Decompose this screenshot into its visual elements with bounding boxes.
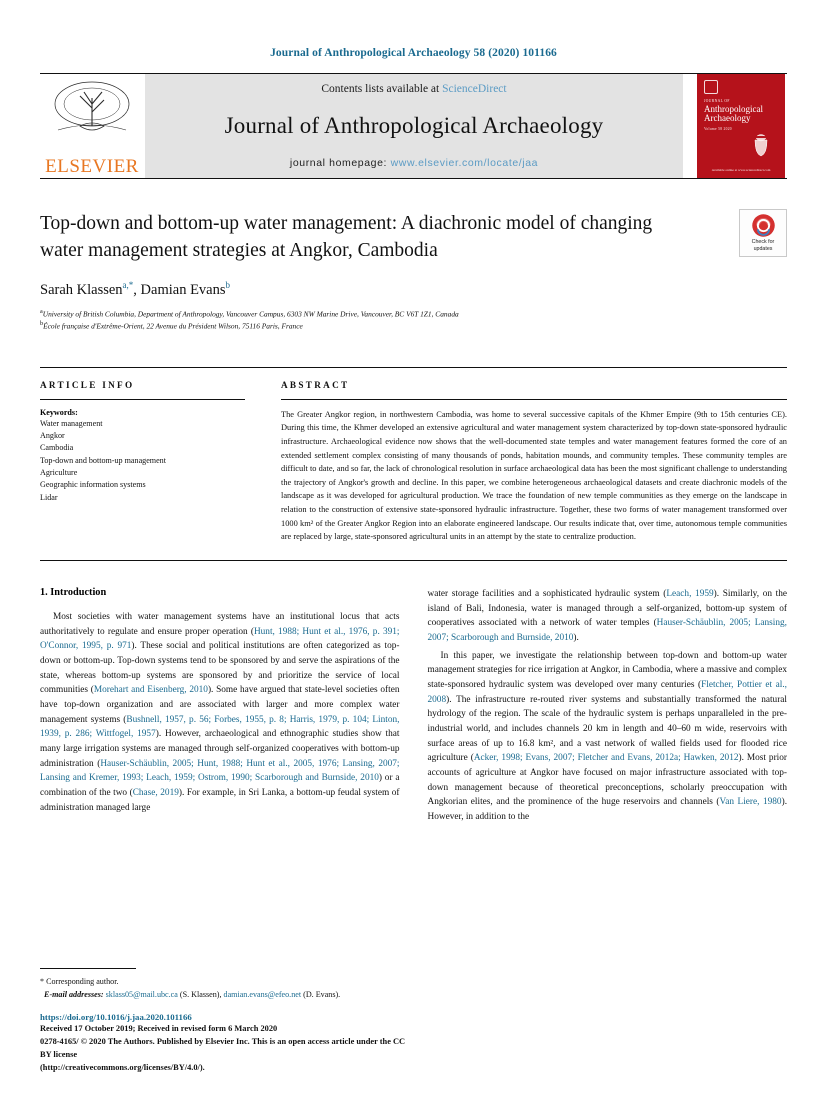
corresponding-author-text: Corresponding author. <box>46 977 119 987</box>
keyword-item: Agriculture <box>40 467 78 477</box>
corresponding-author-note <box>40 976 410 989</box>
email-owner-klassen: (S. Klassen), <box>179 990 222 999</box>
journal-title: Journal of Anthropological Archaeology <box>224 113 604 138</box>
article-info-rule <box>40 399 245 400</box>
body-columns <box>40 587 787 828</box>
affiliations <box>40 308 787 333</box>
cover-title-line-2: Archaeology <box>704 113 751 124</box>
cover-footer: Available online at www.sciencedirect.com <box>711 167 771 172</box>
author-list <box>40 280 787 299</box>
affiliation-a-text: University of British Columbia, Department of Anthropology, Vancouver Campus, 6303 NW Marine Drive, Vancouver, BC V6T 1Z1, Canada <box>42 309 459 319</box>
footnote-rule <box>40 968 136 969</box>
authors-text: Sarah Klassen$^{a,*}$, Damian Evans$^b$ <box>40 280 231 298</box>
email-owner-evans: (D. Evans). <box>303 990 341 999</box>
email-label: E-mail addresses: <box>44 990 104 999</box>
crossmark-badge[interactable] <box>739 209 787 257</box>
affiliation-a <box>40 308 787 320</box>
elsevier-logo <box>40 74 145 178</box>
doi-link[interactable]: https://doi.org/10.1016/j.jaa.2020.101166 <box>40 1011 192 1022</box>
affiliation-b-text: École française d'Extrême-Orient, 22 Avenue du Président Wilson, 75116 Paris, France <box>43 321 303 331</box>
cover-kicker: JOURNAL OF <box>704 99 730 103</box>
journal-band <box>145 74 683 178</box>
email-link-klassen[interactable]: sklass05@mail.ubc.ca <box>105 990 178 999</box>
paragraph: water storage facilities and a sophisticated hydraulic system (Leach, 1959). Similarly, on the island of Bali, Indonesia, water is managed through a self-organized, bottom-up system of cooperatives associated with a network of water temples (Hauser-Schäublin, 2005; Lansing, 2007; Scarborough and Burnside, 2010). <box>427 588 788 643</box>
license-url: (http://creativecommons.org/licenses/BY/4.0/). <box>40 1062 205 1072</box>
keyword-item: Angkor <box>40 431 65 441</box>
keyword-list <box>40 418 245 504</box>
page-title: Top-down and bottom-up water management: A diachronic model of changing water management strategies at Angkor, Cambodia <box>40 213 653 261</box>
abstract-column <box>281 380 787 544</box>
body-column-right <box>428 587 788 828</box>
cover-vessel-icon <box>751 132 771 158</box>
article-info-column <box>40 380 245 544</box>
contents-prefix: Contents lists available at <box>321 83 443 95</box>
article-info-heading: ARTICLE INFO <box>40 379 135 390</box>
keyword-item: Top-down and bottom-up management <box>40 455 166 465</box>
email-note <box>40 989 410 1002</box>
cover-title-line-1: Anthropological <box>704 104 763 114</box>
keywords-label: Keywords: <box>40 407 78 417</box>
cover-elsevier-mark-icon <box>704 80 718 94</box>
elsevier-tree-icon <box>50 78 134 146</box>
email-link-evans[interactable]: damian.evans@efeo.net <box>223 990 302 999</box>
paragraph: In this paper, we investigate the relationship between top-down and bottom-up water management strategies for rice irrigation at Angkor, in Cambodia, where a massive and complex state-sponsored hydraulic system was developed over many centuries (Fletcher, Pottier et al., 2008). The infrastructure re-routed river systems and substantially transformed the natural hydrology of the region. The scale of the hydraulic system is perhaps unparalleled in the pre-industrial world, and includes channels 20 km in length and 40–60 m wide, reservoirs with surface areas of up to 16.8 km², and a vast network of walled fields used for flooded rice agriculture (Acker, 1998; Evans, 2007; Fletcher and Evans, 2012a; Hawken, 2012). Most prior accounts of agriculture at Angkor have focused on major infrastructure associated with top-down management because of theoretical preconceptions, scholarly preoccupation with Angkorian elites, and the prominence of the huge reservoirs and channels (Van Liere, 1980). However, in addition to the <box>427 650 788 823</box>
affiliation-b <box>40 320 787 332</box>
elsevier-wordmark: ELSEVIER <box>45 156 139 177</box>
journal-masthead <box>40 73 787 179</box>
keyword-item: Geographic information systems <box>40 480 146 490</box>
asterisk-marker: * <box>40 977 47 987</box>
crossmark-line-1: Check for <box>751 239 775 245</box>
journal-homepage-line <box>290 157 538 169</box>
paragraph: Most societies with water management systems have an institutional locus that acts authoritatively to regulate and ensure proper operation (Hunt, 1988; Hunt et al., 1976, p. 391; O'Connor, 1995, p. 971). These social and political institutions are often categorized as top-down or bottom-up. Top-down systems tend to be sponsored by and serve the aspirations of the state, whereas bottom-up systems are sponsored by and prioritize the service of local communities (Morehart and Eisenberg, 2010). Some have argued that state-level societies often have top-down organization and are associated with larger and more complex water management systems (Bushnell, 1957, p. 56; Forbes, 1955, p. 8; Harris, 1979, p. 104; Linton, 1939, p. 286; Wittfogel, 1957). However, archaeological and ethnographic studies show that many large irrigation systems are managed through self-organized cooperatives with bottom-up administration (Hauser-Schäublin, 2005; Hunt, 1988; Hunt et al., 2005, 1976; Lansing, 2007; Lansing and Kremer, 1993; Leach, 1959; Ostrom, 1990; Scarborough and Burnside, 2010) or a combination of the two (Chase, 2019). For example, in Sri Lanka, a bottom-up feudal system of administration managed large <box>40 611 400 813</box>
abstract-heading: ABSTRACT <box>281 379 350 390</box>
running-head: Journal of Anthropological Archaeology 58 (2020) 101166 <box>270 47 557 59</box>
crossmark-line-2: updates <box>753 245 773 252</box>
journal-homepage-link[interactable]: www.elsevier.com/locate/jaa <box>390 157 539 169</box>
crossmark-icon <box>751 213 776 238</box>
affiliation-mark-b: b <box>40 321 44 328</box>
body-column-left <box>40 587 400 828</box>
affiliation-mark-a: a <box>40 308 43 315</box>
journal-cover-thumbnail <box>695 74 787 178</box>
copyright-line: 0278-4165/ © 2020 The Authors. Published by Elsevier Inc. This is an open access article under the CC BY license <box>40 1036 406 1059</box>
keyword-item: Lidar <box>40 492 58 502</box>
keyword-item: Water management <box>40 418 103 428</box>
abstract-rule <box>281 399 787 400</box>
cover-art <box>697 74 785 178</box>
abstract-text: The Greater Angkor region, in northwestern Cambodia, was home to several successive capitals of the Khmer Empire (9th to 15th centuries CE). During this time, the Khmer developed an extensive agricultural and water management system characterized by top-down state-sponsored hydraulic infrastructure. Archaeological evidence now shows that the well-documented state temples and water management features formed the core of an extended settlement complex consisting of many thousands of ponds, habitation mounds, and community temples. These community temples are difficult to date, and so far, the lack of chronological resolution in surface archaeological data has been the most significant challenge to understanding the trajectory of Angkor's growth and decline. In this paper, we combine heterogeneous archaeological datasets and create diachronic models of the landscape as it was developed for agricultural production. We trace the foundation of new temple communities as they emerge on the landscape in relation to the construction of extensive state-sponsored hydraulic infrastructure. Together, these two forms of water management transformed over 1000 km² of the Greater Angkor Region into an elaborate engineered landscape. Our results indicate that, over time, autonomous temple communities are replaced by large, state-sponsored agricultural units in an attempt by the state to centralize production. <box>281 409 787 542</box>
cover-subline: Volume 58 2020 <box>704 127 732 132</box>
section-heading-introduction: 1. Introduction <box>40 586 107 598</box>
sciencedirect-link[interactable]: ScienceDirect <box>442 83 507 95</box>
received-dates: Received 17 October 2019; Received in revised form 6 March 2020 <box>40 1023 278 1033</box>
crossmark-label <box>752 239 775 252</box>
footnote-block <box>40 968 410 1074</box>
info-abstract-block <box>40 367 787 561</box>
homepage-prefix: journal homepage: <box>289 157 391 169</box>
contents-available-line <box>321 83 506 95</box>
keyword-item: Cambodia <box>40 443 74 453</box>
title-block <box>40 211 787 333</box>
